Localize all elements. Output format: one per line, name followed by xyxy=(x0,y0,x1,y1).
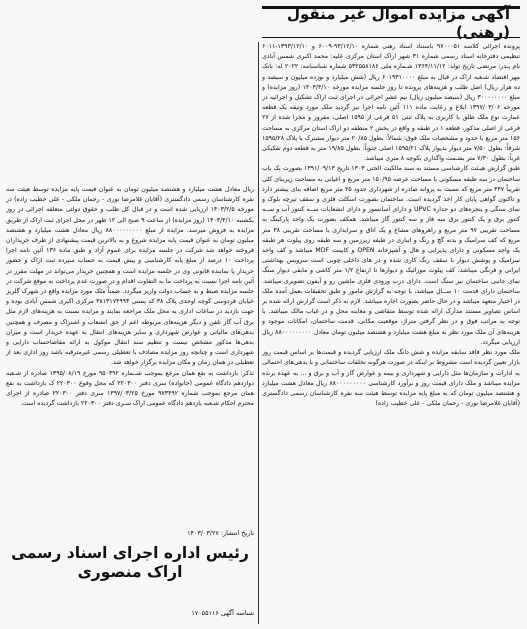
paragraph: ریال معادل هشت میلیارد و هشتصد میلیون تومان به عنوان قیمت پایه مزایده توسط هیئت سه نفره کارشناسان رسمی دادگستری (آقایان غلامرضا نوری - رحمان ملکی - علی خطیب زاده) در مورخه ۱۴۰۳/۲/۵ ارزیابی شده است و در قبال کل طلب و حقوق دولتی متعلقه اجرائی در روز یکشنبه ۱۴۰۳/۴/۱۰ (روز مزایده) از ساعت ۹ صبح الی ۱۲ ظهر در محل اجرای ثبت اراک از طریق مزایده به فروش میرسد. مزایده از مبلغ ۸۸۰۰۰۰۰۰۰۰۰ ریال معادل هشت میلیارد و هشتصد میلیون تومان به عنوان قیمت پایه مزایده شروع و به بالاترین قیمت پیشنهادی از طرف خریداران فروخته خواهد شد شرکت در جلسه مزایده برای عموم آزاد و طبق ماده ۱۳۶ آئین نامه اجرا پرداخت ۱۰ درصد از مبلغ پایه کارشناسی و پیش قیمت به حساب سپرده ثبت اراک و حضور خریدار یا نماینده قانونی وی در جلسه مزایده است و همچنین خریدار می‌تواند در مهلت مقرر در آئین نامه اجرا نسبت به پرداخت ما به التفاوت اقدام و در صورت عدم پرداخت به موقع شرکت در جلسه مزایده ضبط و به حساب دولت واریز میگردد. ضمناً ملک مورد مزایده واقع در شهرک گلریز خیابان فردوسی کوچه اوحدی پلاک ۳۸ کد پستی ۳۸۱۳۱۷۴۹۹۳ مرکزی اکبری شمس آبادی بوده و جهت بازدید در ساعات اداری به محل ملک مراجعه نمایند و مزایده نسبت به هزینه‌های لازم مثل برق آب گاز تلفن و دیگر هزینه‌های مربوطه اعم از حق انشعاب و اشتراک و مصرف و همچنین بدهی‌های مالیاتی و عوارض شهرداری و سایر هزینه‌های انتقال به عهده خریدار است و میزان بدهی‌ها مذکور مشخص نیست و تنظیم سند انتقال موکول به ارائه مفاصاحساب دارایی و شهرداری است و چنانچه روز مزایده مصادف با تعطیلی رسمی غیرمترقبه باشد روز اداری بعد از تعطیلی در همان زمان و مکان مزایده برگزار خواهد شد. xyxy=(6,186,254,367)
paragraph: تذکر: بازداشت به نفع همان مرجع بموجب شــماره ۹۵۰۳۹۲ مورخ ۱۳۹۵/۰۸/۱۹ صادره از شـعبه دوازدهم دادگاه عمومی (خانواده) سری دفتر ۲۲۰۳۰۰ که محل وقوع ۲۲۰۳۰۰ ک بازداشت به نفع همان مرجع بموجب شماره ۹۷۳۴۹۲ مورخ ۱۳۹۷/۰۳/۲۵ سری دفتر ۲۲۰۳۰۰ صادره از اجرای محترم احکام شـعبه یازدهم دادگاه عمومی اراک سـری دفتر ۲۲۰۳۰۰ بازداشت گردیده است. xyxy=(6,369,254,408)
notice-title xyxy=(262,5,520,41)
paragraph: پرونده اجرائی کلاسه ۹۷۰۰۰۵۱ باستناد اسناد رهنی شماره ۹۳/۱۲/۱۰-۶۰۰۹ و ۱۳۹۳/۱۲/۱۰-۶۰۱۱ تنظیمی دفترخانه اسناد رسمی شماره ۳۱ شهر اراک استان مرکزی علیه: محمد اکبری شمس آبادی نام پـدر: مرتضی تاریخ تولد: ۱۳۶۴/۱۱/۱۲ شـماره ملی ۵۳۲۵۵۸۱۸۶ شماره شناسنامه: ۲۰۲۲ له: بانک مهر اقتصاد شـعبه اراک در قبال به مبلغ ۶۰۱۹۳۱۰۰۰۰ ریال (شش میلیارد و نوزده میلیون و سیصد و ده هزار ریال) اصل طلب و هزینه‌های پرونده تا روز جلسه مزایده مورخه ۱۴۰۳/۴/۱۰ (روز مزایده) و مبلغ ۳۰۰۰۰۰۰۰۰ ریال (سیصد میلیون ریال) نیم عشر اجرائی در اجرای ثبت اراک تشکیل و اجرائیه در مورخه ۱۳۹۷/۰۳/۰۶ ابلاغ و رعایت ماده ۱۱۱ آئین نامه اجرا نیز گردید ملک مورد وثیقه یک قطعه عمارت نوع ملک طلق با کاربری به پلاک ثبتی ۵۱ فرعی از ۱۵۹۵ اصلی، مفروز و مجزا شده از ۲۷ فرعی از اصلی مذکور، قطعه ۱ در طبقه و واقع در بخش ۲ منطقه دو اراک استان مرکزی به مساحت ۱۵۶ متر مربع با حدود و مشخصات ملک فوق: شمالاً: بطول ۲۰/۸۵ متر دیوار مشترک با پلاک ۱۵۹۵/۲۸ شرقاً: بطول ۷/۵۰ متر دیوار بدیوار پلاک ۱۵۹۵/۲۱ اصلی جنوباً: بطول ۱۹/۸۵ متر به قطعه دوم تفکیکی غرباً: بطول ۷/۳۰ متر بشـمت واگذاری بکوچه ۸ متری میباشد. xyxy=(262,43,520,163)
ad-identifier: شناسه آگهی ۱۷۰۵۵۱۱۶ xyxy=(191,609,254,617)
column-divider xyxy=(258,42,259,624)
notice-title-text: آگهی مزایده اموال غیر منقول (رهنی) xyxy=(286,5,510,41)
signature-block: رئیس اداره اجرای اسناد رسمی اراک منصوری xyxy=(11,544,249,581)
publication-date: تاریخ انتشار: ۱۴۰۳/۰۳/۲۷ xyxy=(187,529,254,537)
right-column xyxy=(262,42,520,622)
paragraph: طبق گزارش هیـئت کارشناسی مستند به سند مالکیت الحتی ۱۳۰۳ تاریخ ۱۳۹۱/۰۹/۱۳ بصورت یک باب ساختمان در سه طبقه مسکونی با مساحت عرصه ۱۵۰/۹۵ متر مربع و اعیانی به مساحت زیربنای کلی تقریباً ۴۴۷ متر مربع که نسبت به پروانه صادره از شهرداری حدود ۲۵ متر مربع اضافه بنای بیشتر دارد و تاکنون گواهی پایان کار اخذ گردیده است. ساختمان بصورت اسکلت فلزی و سقف تیرچه بلوک و نمای سنگی و پنجره‌های دو جداره UPVC و دارای آسانسور و دارای انشعابات ســه کنتور آب و ســه کنتور برق و یک کنتور برق سه فاز و سه کنتور گاز میباشد. همکف بصورت یک واحد پارکینگ به مساحت تقریبی ۹۷ متر مربع و راهرو‌های مشاع و یک اتاق و سرایداری با مساحت تقریبی ۳۸ متر مربع که کف سرامیک و بدنه گچ و رنگ و انباری در طبقه زیرزمین و سه طبقه روی پیلوت هر طبقه یک واحد مسکونی و دارای پذیرایی و هال و آشپزخانه OPEN و کابینت MDF میباشد و کف واحد سرامیک و پوشش دیوار با سقف رنگ کاری شده و در های داخلی چوبی است سرویس بهداشتی ایرانی و فرنگی میباشد، کف پیلوت موزائیک و دیوارها تا ارتفاع ۱/۲ متر کاشی و مابقی دیوار سنگ نمای جانبی ساختمان نیز سنگ است. دارای درب ورودی فلزی ماشین رو و آیفون تصویری میباشد. ساختمان دارای قدمت ۱۰ ســال میباشد، با توجه به گزارش مامور و طبق تحقیقات بعمل آمده ملک در اختیار متعهد میباشد و در حال حاضر بصورت اجاره میباشد. لازم به ذکر است گزارش ارائه شده بر اساس تصاویر مستند مدارک ارائه شده توسط متقاضی و معاینه محل و در غیاب مالک میباشد. با توجه به مراتب فوق و در نظر گرفتن متراژ، موقعیت مکانی، قدمت ساختمان، امکانات موجود و هزینه‌های آن ملک مورد نظر به مبلغ هشت میلیارد و هشتصد میلیون تومان معادل ۸۸۰۰۰۰۰۰۰۰۰ ریال ارزیابی میگردد. xyxy=(262,165,520,346)
paragraph: ملک مورد نظر فاقد سابقه مزایده و شش دانگ ملک ارزیابی گردیده و قیمت‌ها بر اساس قیمت روز بازار تعیین گردیده است مشروط بر اینکه در صورت هرگونه تخلفات ساختمانی و یا بدهی‌های احتمالی به ادارات و سازمان‌ها مثل دارایی و شهرداری و بیمه و عوارض گاز و آب و برق و ... به عهده برنده مزایده میباشد و ملک دارای قیمت روز و برآورد کارشناسی ۸۸۰۰۰۰۰۰۰۰۰ ریال معادل هشت میلیارد و هشتصد میلیون تومان که به مبلغ پایه مزایده توسط هیئت سه نفره کارشناسان رسمی دادگستری (آقایان غلامرضا نوری - رحمان ملکی - علی خطیب زاده) xyxy=(262,349,520,408)
